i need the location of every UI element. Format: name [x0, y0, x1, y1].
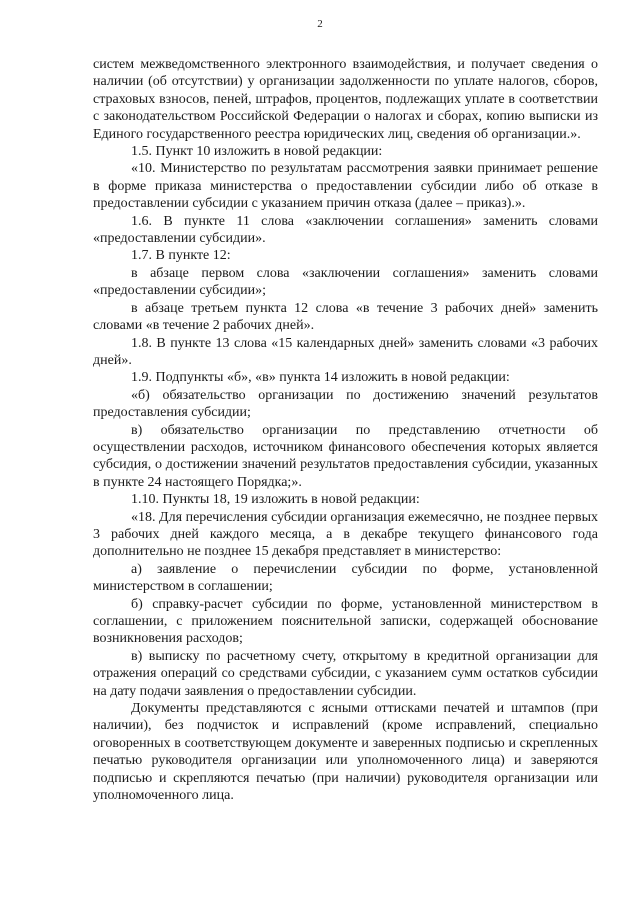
paragraph: 1.6. В пункте 11 слова «заключении соглашения» заменить словами «предоставлении субсидии».	[93, 213, 598, 247]
paragraph: «18. Для перечисления субсидии организация ежемесячно, не позднее первых 3 рабочих дней каждого месяца, а в декабре текущего финансового года дополнительно не позднее 15 декабря представляет в министерство:	[93, 509, 598, 560]
paragraph: 1.7. В пункте 12:	[131, 248, 231, 264]
page-number: 2	[317, 18, 323, 30]
paragraph: в) выписку по расчетному счету, открытому в кредитной организации для отражения операций со средствами субсидии, с указанием сумм остатков субсидии на дату подачи заявления о предоставлении субсидии.	[93, 648, 598, 699]
paragraph: а) заявление о перечислении субсидии по форме, установленной министерством в соглашении;	[93, 561, 598, 595]
paragraph: 1.9. Подпункты «б», «в» пункта 14 изложить в новой редакции:	[131, 370, 510, 386]
paragraph: «б) обязательство организации по достижению значений результатов предоставления субсидии;	[93, 387, 598, 421]
paragraph: 1.8. В пункте 13 слова «15 календарных дней» заменить словами «3 рабочих дней».	[93, 335, 598, 368]
paragraph: 1.10. Пункты 18, 19 изложить в новой редакции:	[131, 492, 420, 508]
paragraph: 1.5. Пункт 10 изложить в новой редакции:	[131, 144, 383, 160]
paragraph: «10. Министерство по результатам рассмотрения заявки принимает решение в форме приказа министерства о предоставлении субсидии либо об отказе в предоставлении субсидии с указанием причин отказа (далее – приказ).».	[93, 161, 598, 212]
paragraph: в) обязательство организации по представлению отчетности об осуществлении расходов, источником финансового обеспечения которых является субсидия, о достижении значений результатов предоставления субсидии, указанных в пункте 24 настоящего Порядка;».	[93, 422, 598, 490]
paragraph: Документы представляются с ясными оттисками печатей и штампов (при наличии), без подчисток и исправлений (кроме исправлений, специально оговоренных в соответствующем документе и заверенных подписью и скрепленных печатью руководителя организации или уполномоченного лица) и заверяются подписью и скрепляются печатью (при наличии) руководителя организации или уполномоченного лица.	[93, 701, 598, 804]
paragraph: б) справку-расчет субсидии по форме, установленной министерством в соглашении, с приложением пояснительной записки, содержащей обоснование возникновения расходов;	[93, 596, 598, 647]
paragraph: систем межведомственного электронного взаимодействия, и получает сведения о наличии (об отсутствии) у организации задолженности по уплате налогов, сборов, страховых взносов, пеней, штрафов, процентов, подлежащих уплате в соответствии с законодательством Российской Федерации о налогах и сборах, копию выписки из Единого государственного реестра юридических лиц, сведения об организации.».	[93, 57, 598, 142]
paragraph: в абзаце первом слова «заключении соглашения» заменить словами «предоставлении субсидии»;	[93, 265, 598, 299]
document-body	[93, 56, 598, 804]
paragraph: в абзаце третьем пункта 12 слова «в течение 3 рабочих дней» заменить словами «в течение 2 рабочих дней».	[93, 300, 598, 334]
